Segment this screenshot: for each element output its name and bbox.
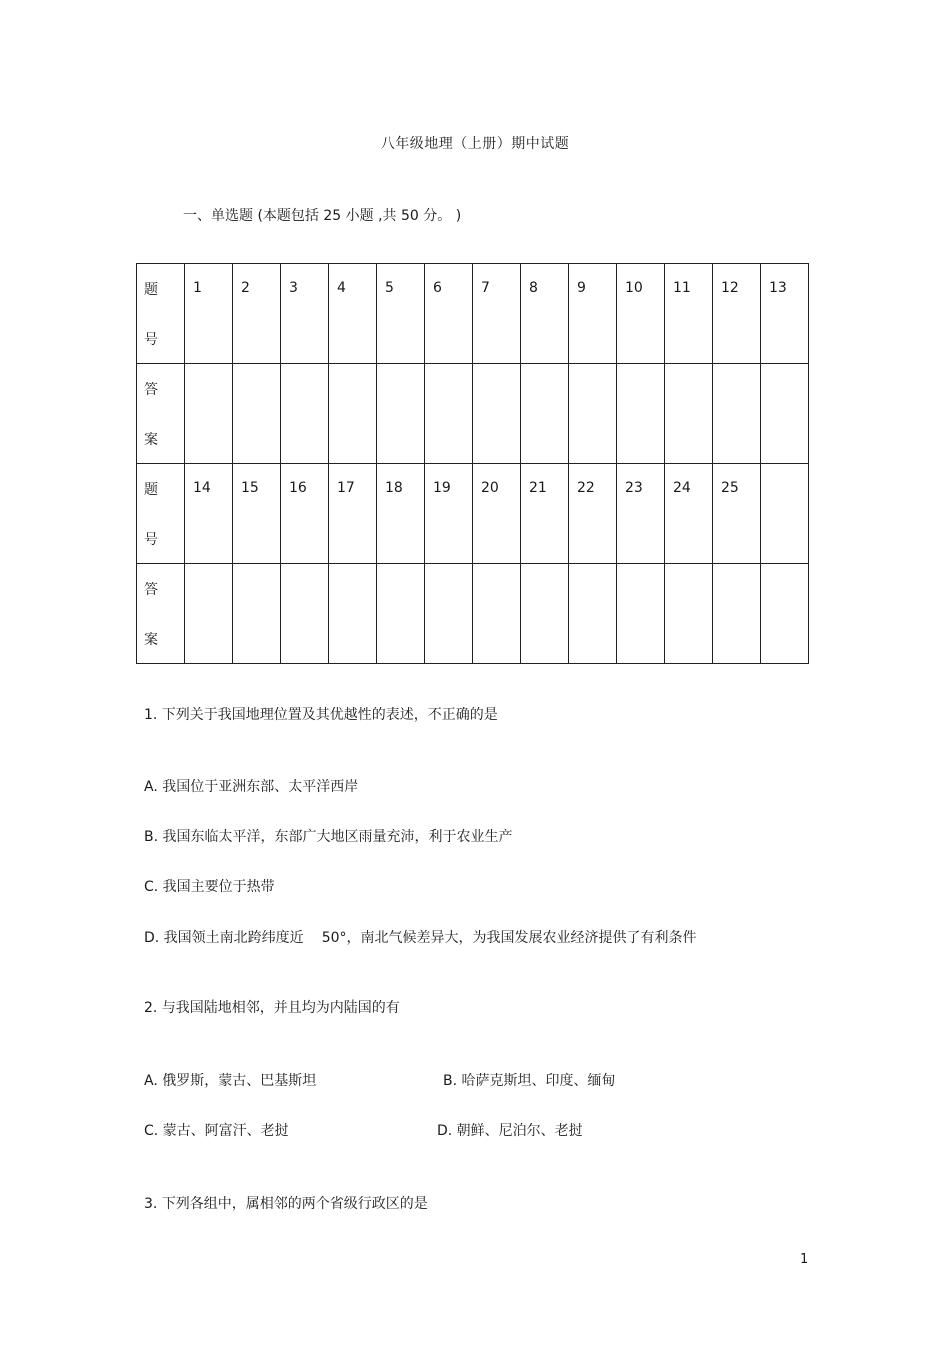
answer-cell[interactable]	[377, 564, 425, 664]
question-number-cell: 16	[281, 464, 329, 564]
question-number-cell: 18	[377, 464, 425, 564]
question-number-cell: 23	[617, 464, 665, 564]
answer-cell[interactable]	[761, 564, 809, 664]
question-number-cell: 7	[473, 264, 521, 364]
question-2-option-b: B. 哈萨克斯坦、印度、缅甸	[443, 1073, 616, 1089]
question-number-cell: 1	[185, 264, 233, 364]
question-1-option-a: A. 我国位于亚洲东部、太平洋西岸	[144, 779, 359, 795]
answer-cell[interactable]	[617, 564, 665, 664]
answer-cell[interactable]	[233, 564, 281, 664]
question-number-cell: 8	[521, 264, 569, 364]
page-title: 八年级地理（上册）期中试题	[380, 136, 570, 152]
question-number-cell: 24	[665, 464, 713, 564]
answer-cell[interactable]	[329, 564, 377, 664]
option-d-text-part2: 50°，南北气候差异大，为我国发展农业经济提供了有利条件	[321, 930, 697, 946]
answer-cell[interactable]	[425, 564, 473, 664]
question-number-cell: 10	[617, 264, 665, 364]
page-number: 1	[800, 1252, 809, 1267]
question-number-cell: 6	[425, 264, 473, 364]
question-number-row-2	[137, 464, 809, 564]
question-number-row-1	[137, 264, 809, 364]
question-number-cell: 17	[329, 464, 377, 564]
answer-table	[136, 263, 809, 664]
row-label-answer: 答 案	[137, 564, 185, 664]
answer-cell[interactable]	[761, 364, 809, 464]
question-1-option-d	[144, 927, 697, 947]
question-2-option-c: C. 蒙古、阿富汗、老挝	[144, 1123, 289, 1139]
question-number-cell: 13	[761, 264, 809, 364]
question-1-option-c: C. 我国主要位于热带	[144, 879, 275, 895]
question-number-cell: 20	[473, 464, 521, 564]
answer-row-1	[137, 364, 809, 464]
answer-cell[interactable]	[521, 364, 569, 464]
question-number-cell	[761, 464, 809, 564]
answer-cell[interactable]	[569, 364, 617, 464]
question-3-stem: 3. 下列各组中，属相邻的两个省级行政区的是	[144, 1196, 428, 1212]
question-1-option-b: B. 我国东临太平洋，东部广大地区雨量充沛，利于农业生产	[144, 829, 513, 845]
row-label-question: 题 号	[137, 464, 185, 564]
question-number-cell: 22	[569, 464, 617, 564]
answer-cell[interactable]	[233, 364, 281, 464]
answer-cell[interactable]	[617, 364, 665, 464]
answer-cell[interactable]	[377, 364, 425, 464]
row-label-question: 题 号	[137, 264, 185, 364]
answer-cell[interactable]	[185, 364, 233, 464]
question-number-cell: 5	[377, 264, 425, 364]
answer-cell[interactable]	[281, 364, 329, 464]
option-d-text-part1: D. 我国领土南北跨纬度近	[144, 930, 304, 946]
question-number-cell: 12	[713, 264, 761, 364]
answer-cell[interactable]	[713, 364, 761, 464]
answer-cell[interactable]	[569, 564, 617, 664]
question-number-cell: 19	[425, 464, 473, 564]
answer-cell[interactable]	[713, 564, 761, 664]
question-2-option-d: D. 朝鲜、尼泊尔、老挝	[437, 1123, 583, 1139]
answer-cell[interactable]	[473, 564, 521, 664]
answer-cell[interactable]	[185, 564, 233, 664]
answer-row-2	[137, 564, 809, 664]
question-number-cell: 4	[329, 264, 377, 364]
question-2-option-a: A. 俄罗斯，蒙古、巴基斯坦	[144, 1073, 317, 1089]
answer-cell[interactable]	[473, 364, 521, 464]
question-number-cell: 14	[185, 464, 233, 564]
answer-cell[interactable]	[329, 364, 377, 464]
question-1-stem: 1. 下列关于我国地理位置及其优越性的表述，不正确的是	[144, 707, 498, 723]
question-number-cell: 2	[233, 264, 281, 364]
question-number-cell: 21	[521, 464, 569, 564]
question-number-cell: 25	[713, 464, 761, 564]
question-number-cell: 11	[665, 264, 713, 364]
question-number-cell: 3	[281, 264, 329, 364]
answer-cell[interactable]	[665, 364, 713, 464]
question-number-cell: 15	[233, 464, 281, 564]
answer-cell[interactable]	[281, 564, 329, 664]
row-label-answer: 答 案	[137, 364, 185, 464]
answer-cell[interactable]	[521, 564, 569, 664]
answer-cell[interactable]	[665, 564, 713, 664]
section-heading: 一、单选题 (本题包括 25 小题 ,共 50 分。 )	[183, 208, 462, 224]
question-number-cell: 9	[569, 264, 617, 364]
answer-cell[interactable]	[425, 364, 473, 464]
question-2-stem: 2. 与我国陆地相邻，并且均为内陆国的有	[144, 1000, 400, 1016]
